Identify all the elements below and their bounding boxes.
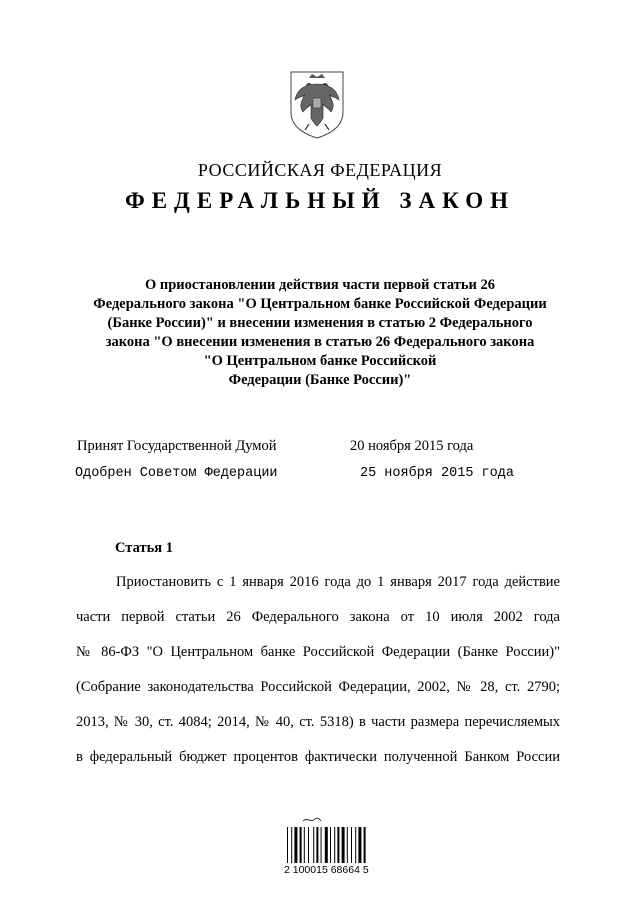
russian-coat-of-arms-icon: [287, 68, 347, 140]
article-text-line: в федеральный бюджет процентов фактически полученной Банком России: [76, 749, 560, 765]
council-approval-label: Одобрен Советом Федерации: [75, 466, 278, 481]
title-line: Федерального закона "О Центральном банке Российской Федерации: [93, 296, 547, 312]
document-type: ФЕДЕРАЛЬНЫЙ ЗАКОН: [124, 188, 516, 213]
title-line: Федерации (Банке России)": [228, 372, 412, 388]
article-text-line: Приостановить с 1 января 2016 года до 1 января 2017 года действие: [116, 574, 560, 590]
article-text-line: 2013, № 30, ст. 4084; 2014, № 40, ст. 5318) в части размера перечисляемых: [76, 714, 560, 730]
country-name: РОССИЙСКАЯ ФЕДЕРАЦИЯ: [197, 160, 443, 180]
title-line: "О Центральном банке Российской: [203, 353, 437, 369]
law-title: [80, 276, 560, 390]
article-text-line: № 86-ФЗ "О Центральном банке Российской Федерации (Банке России)": [76, 644, 560, 660]
article-heading: Статья 1: [115, 540, 173, 556]
title-line: закона "О внесении изменения в статью 26 Федерального закона: [105, 334, 535, 350]
title-line: О приостановлении действия части первой статьи 26: [144, 277, 496, 293]
article-text-line: части первой статьи 26 Федерального закона от 10 июля 2002 года: [76, 609, 560, 625]
barcode-number: 2 100015 68664 5: [284, 864, 369, 876]
barcode-icon: [285, 815, 375, 865]
duma-adoption-date: 20 ноября 2015 года: [350, 438, 474, 454]
article-text-line: (Собрание законодательства Российской Федерации, 2002, № 28, ст. 2790;: [76, 679, 560, 695]
council-approval-date: 25 ноября 2015 года: [360, 466, 514, 481]
duma-adoption-label: Принят Государственной Думой: [77, 438, 277, 454]
title-line: (Банке России)" и внесении изменения в статью 2 Федерального: [107, 315, 533, 331]
